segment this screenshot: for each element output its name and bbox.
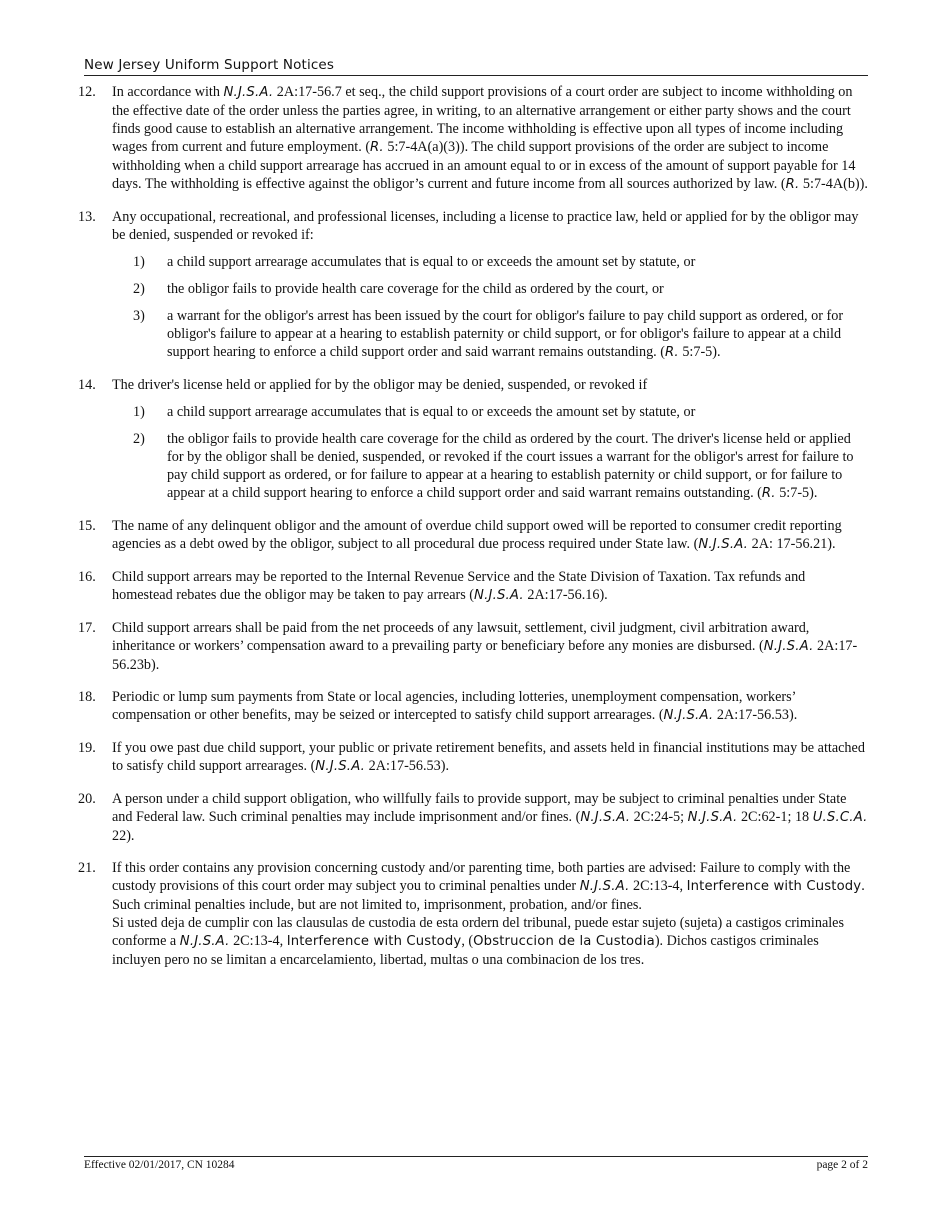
notice-text: 22). — [112, 828, 135, 844]
notice-text: If you owe past due child support, your public or private retirement benefits, and assets held in financial institutions may be attached to satisfy child support arrearages. ( — [112, 740, 865, 774]
citation-text: U.S.C.A. — [812, 810, 868, 825]
notice-text: The name of any delinquent obligor and the amount of overdue child support owed will be reported to consumer credit reporting agencies as a debt owed by the obligor, subject to all procedural due process required under State law. ( — [112, 518, 842, 552]
notice-text: 2A:17-56.23b). — [112, 638, 858, 673]
statute-title: Interference with Custody — [686, 879, 862, 894]
notice-item — [78, 688, 868, 725]
citation-text: N.J.S.A. — [763, 639, 814, 654]
citation-text: R. — [761, 486, 776, 501]
notice-text: Periodic or lump sum payments from State or local agencies, including lotteries, unemployment compensation, workers’ compensation or other benefits, may be seized or intercepted to satisfy child support arrearages. ( — [112, 689, 796, 723]
notice-text: Child support arrears shall be paid from the net proceeds of any lawsuit, settlement, civil judgment, civil arbitration award, inheritance or workers’ compensation award to a prevailing party or beneficiary before any monies are disbursed. ( — [112, 620, 810, 654]
notice-number: 15. — [78, 518, 96, 534]
notice-text: 2A: 17-56.21). — [748, 536, 836, 552]
notice-item — [78, 739, 868, 776]
subitem-number: 1) — [133, 254, 145, 270]
notice-text: 2C:13-4, — [629, 878, 687, 894]
notice-text: 2C:24-5; — [630, 809, 688, 825]
citation-text: N.J.S.A. — [698, 537, 749, 552]
notice-subitem — [112, 430, 868, 503]
notice-number: 17. — [78, 620, 96, 636]
notice-body — [112, 790, 868, 845]
citation-text: N.J.S.A. — [579, 879, 630, 894]
notice-item — [78, 568, 868, 605]
notice-number: 19. — [78, 740, 96, 756]
notice-body — [112, 376, 868, 503]
statute-title: Obstruccion de la Custodia — [473, 934, 655, 949]
notice-number: 12. — [78, 84, 96, 100]
notice-item — [78, 208, 868, 362]
notice-body — [112, 619, 868, 674]
citation-text: N.J.S.A. — [687, 810, 738, 825]
notice-item — [78, 517, 868, 554]
notice-text: Child support arrears may be reported to the Internal Revenue Service and the State Division of Taxation. Tax refunds and homestead rebates due the obligor may be taken to pay arrears ( — [112, 569, 806, 603]
page-header — [84, 56, 868, 76]
notice-subitem — [112, 307, 868, 362]
notice-text: 2C:13-4, — [229, 933, 287, 949]
subitem-text — [167, 403, 868, 421]
notice-body — [112, 688, 868, 725]
notice-text: the obligor fails to provide health care coverage for the child as ordered by the court, or — [167, 281, 664, 297]
notice-subitem — [112, 253, 868, 271]
notice-item — [78, 376, 868, 503]
notice-item — [78, 790, 868, 845]
notice-text: , ( — [461, 933, 474, 949]
notice-text: the obligor fails to provide health care coverage for the child as ordered by the court. The driver's license held or applied for by the obligor shall be denied, suspended, or revoked if the court issues a warrant for the obligor's arrest for failure to pay child support as ordered, or for failure to appear at a hearing to establish paternity or child support, or for failure to appear at a child support hearing to enforce a child support order and said warrant remains outstanding. ( — [167, 431, 854, 501]
notice-text: 2A:17-56.53). — [713, 707, 798, 723]
notice-text: 2C:62-1; 18 — [737, 809, 813, 825]
notice-body — [112, 739, 868, 776]
citation-text: R. — [665, 345, 679, 360]
notice-item — [78, 83, 868, 194]
subitem-text — [167, 307, 868, 362]
citation-text: N.J.S.A. — [179, 934, 230, 949]
notice-text: ). Dichos castigos criminales incluyen pero no se limitan a encarcelamiento, libertad, multas o una combinacion de los tres. — [112, 933, 819, 968]
notice-text: a child support arrearage accumulates that is equal to or exceeds the amount set by statute, or — [167, 404, 696, 420]
notice-text: . Such criminal penalties include, but are not limited to, imprisonment, probation, and/or fines. — [112, 878, 865, 913]
notice-body — [112, 208, 868, 362]
notice-text: 2A:17-56.16). — [523, 587, 608, 603]
header-title: New Jersey Uniform Support Notices — [84, 57, 335, 73]
citation-text: N.J.S.A. — [315, 759, 366, 774]
notice-item — [78, 619, 868, 674]
subitem-text — [167, 430, 868, 503]
notice-subitem — [112, 280, 868, 298]
notice-number: 20. — [78, 791, 96, 807]
notice-subitem — [112, 403, 868, 421]
notice-number: 13. — [78, 209, 96, 225]
citation-text: N.J.S.A. — [663, 708, 714, 723]
notice-text: a warrant for the obligor's arrest has been issued by the court for obligor's failure to pay child support as ordered, or for obligor's failure to appear at a hearing to establish paternity or child support, or for obligor's failure to appear at a child support hearing to enforce a child support order and said warrant remains outstanding. ( — [167, 308, 844, 360]
citation-text: R. — [370, 140, 384, 155]
footer-page-number: page 2 of 2 — [816, 1159, 868, 1171]
subitem-number: 2) — [133, 281, 145, 297]
notice-item — [78, 859, 868, 969]
notice-text: In accordance with — [112, 84, 224, 100]
notice-text: 5:7-4A(a)(3)). The child support provisions of the order are subject to income withholding when a child support arrearage has accrued in an amount equal to or in excess of the amount of support payable for 14 days. The withholding is effective against the obligor’s current and future income from all sources authorized by law. ( — [112, 139, 856, 192]
notice-text: 2A:17-56.7 et seq., the child support provisions of a court order are subject to income withholding on the effective date of the order unless the parties agree, in writing, to an alternative arrangement or either party shows and the court finds good cause to establish an alternative arrangement. The income withholding is effective upon all types of income including wages from current and future employment. ( — [112, 84, 853, 155]
citation-text: N.J.S.A. — [580, 810, 631, 825]
notice-text: 5:7-5). — [775, 485, 818, 501]
subitem-number: 3) — [133, 308, 145, 324]
subitem-text — [167, 253, 868, 271]
notice-body — [112, 83, 868, 194]
statute-title: Interference with Custody — [286, 934, 462, 949]
notice-body — [112, 517, 868, 554]
notice-number: 14. — [78, 377, 96, 393]
notice-text: 2A:17-56.53). — [365, 758, 449, 774]
notice-text: Si usted deja de cumplir con las clausulas de custodia de esta ordern del tribunal, puede estar sujeto (sujeta) a castigos criminales conforme a — [112, 915, 845, 949]
citation-text: R. — [785, 177, 800, 192]
notices-list — [78, 83, 868, 983]
subitem-text — [167, 280, 868, 298]
page-footer — [84, 1156, 868, 1171]
footer-effective-date: Effective 02/01/2017, CN 10284 — [84, 1159, 235, 1171]
notice-number: 18. — [78, 689, 96, 705]
notice-text: A person under a child support obligation, who willfully fails to provide support, may be subject to criminal penalties under State and Federal law. Such criminal penalties may include imprisonment and/or fines. ( — [112, 791, 847, 825]
notice-text: 5:7-4A(b)). — [799, 176, 868, 192]
notice-text: The driver's license held or applied for by the obligor may be denied, suspended, or revoked if — [112, 377, 648, 393]
notice-number: 16. — [78, 569, 96, 585]
subitem-number: 2) — [133, 431, 145, 447]
notice-body — [112, 859, 868, 969]
notice-text: a child support arrearage accumulates that is equal to or exceeds the amount set by statute, or — [167, 254, 696, 270]
citation-text: N.J.S.A. — [474, 588, 524, 603]
notice-text: 5:7-5). — [678, 344, 721, 360]
citation-text: N.J.S.A. — [223, 85, 274, 100]
notice-body — [112, 568, 868, 605]
notice-text: If this order contains any provision concerning custody and/or parenting time, both parties are advised: Failure to comply with the custody provisions of this court order may subject you to criminal penalties under — [112, 860, 851, 894]
subitem-number: 1) — [133, 404, 145, 420]
notice-number: 21. — [78, 860, 96, 876]
notice-text: Any occupational, recreational, and professional licenses, including a license to practice law, held or applied for by the obligor may be denied, suspended or revoked if: — [112, 209, 859, 243]
